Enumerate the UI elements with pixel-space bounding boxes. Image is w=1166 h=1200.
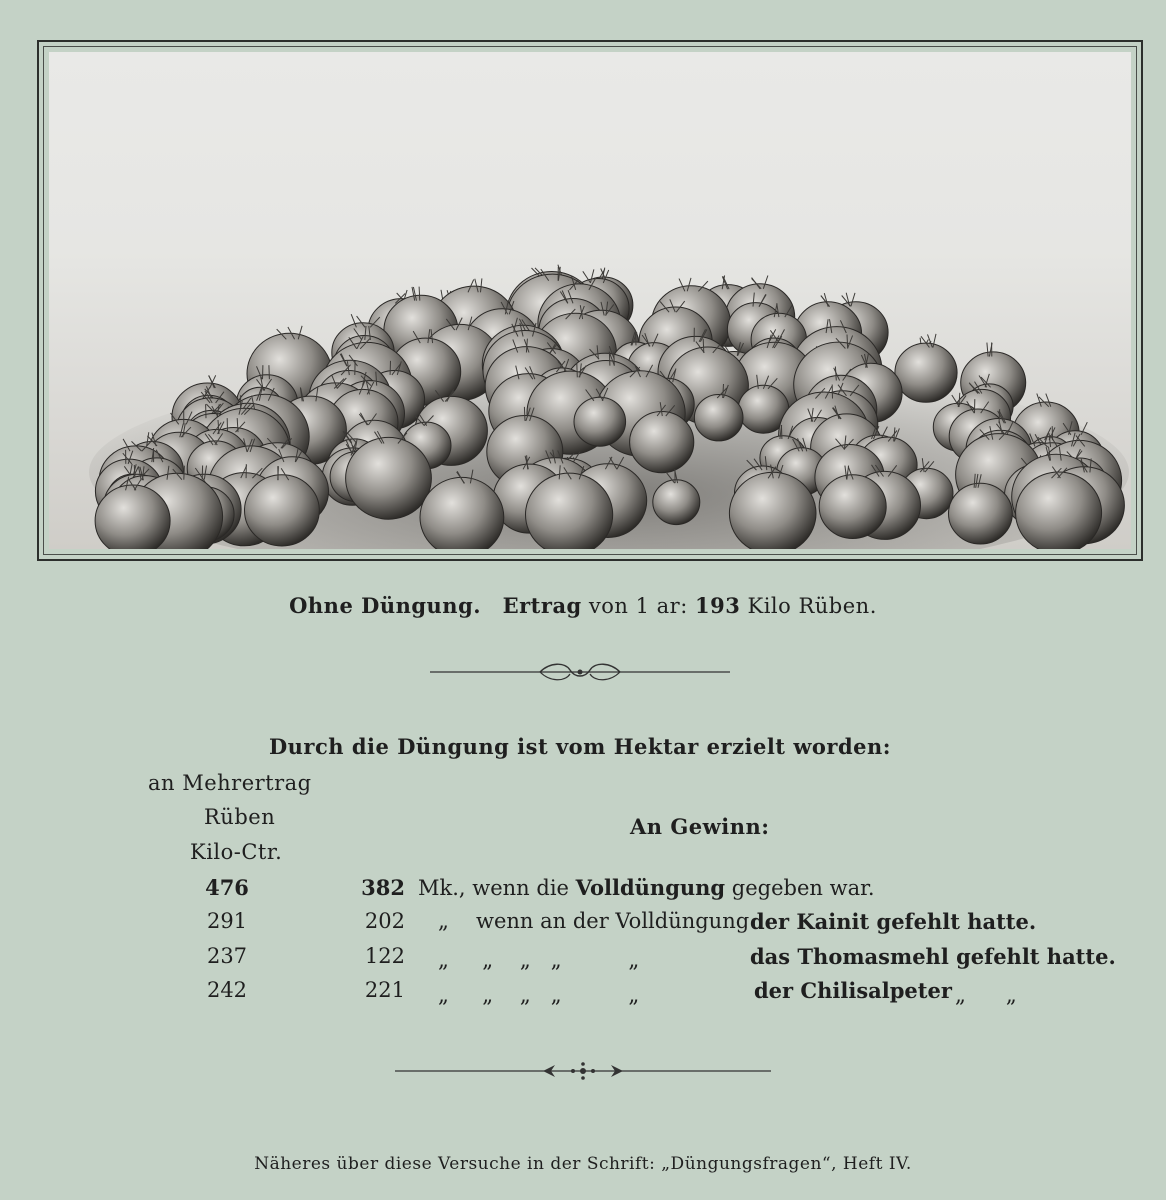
row1-text-end: gegeben war.: [725, 876, 875, 900]
row1-text-bold: Volldüngung: [575, 875, 726, 900]
ornament-divider-top: [430, 660, 730, 684]
row1-ertrag: 476: [205, 875, 249, 900]
row3-ditto: „ „ „ „ „: [438, 948, 640, 972]
caption-unit: Kilo Rüben.: [747, 594, 877, 618]
row1-gewinn: 382: [361, 875, 405, 900]
row4-ditto-end: „ „: [955, 983, 1017, 1007]
row2-gewinn: 202: [364, 909, 405, 933]
caption-area: von 1 ar:: [588, 594, 688, 618]
row2-text-bold: der Kainit gefehlt hatte.: [750, 909, 1037, 934]
ornament-divider-bottom: [395, 1059, 771, 1083]
results-heading: Durch die Düngung ist vom Hektar erzielt worden:: [268, 734, 892, 759]
row4-ditto: „ „ „ „ „: [438, 983, 640, 1007]
row3-text-bold: das Thomasmehl gefehlt hatte.: [750, 944, 1116, 969]
turnip: [895, 334, 957, 402]
caption-yield-value: 193: [695, 593, 741, 618]
row1-text: [418, 875, 875, 900]
header-mehrertrag: an Mehrertrag: [148, 771, 312, 795]
row2-ertrag: 291: [206, 909, 248, 933]
photograph-turnip-pile: [49, 52, 1131, 549]
row4-ertrag: 242: [206, 978, 248, 1002]
header-rueben: Rüben: [204, 805, 276, 829]
caption-title: Ohne Düngung.: [289, 593, 482, 618]
row2-ditto: „: [438, 909, 449, 933]
row3-gewinn: 122: [364, 944, 405, 968]
footer-reference: Näheres über diese Versuche in der Schrift: „Düngungsfragen“, Heft IV.: [254, 1154, 912, 1174]
row1-text-start: Mk., wenn die: [418, 876, 576, 900]
row3-ertrag: 237: [206, 944, 248, 968]
photo-caption: [0, 593, 1166, 618]
header-gewinn: An Gewinn:: [630, 814, 770, 839]
header-kilo-ctr: Kilo-Ctr.: [190, 840, 283, 864]
row2-text: wenn an der Volldüngung: [476, 909, 750, 933]
caption-ertrag: Ertrag: [502, 593, 582, 618]
row4-text-bold: der Chilisalpeter: [754, 978, 952, 1003]
row4-gewinn: 221: [364, 978, 405, 1002]
